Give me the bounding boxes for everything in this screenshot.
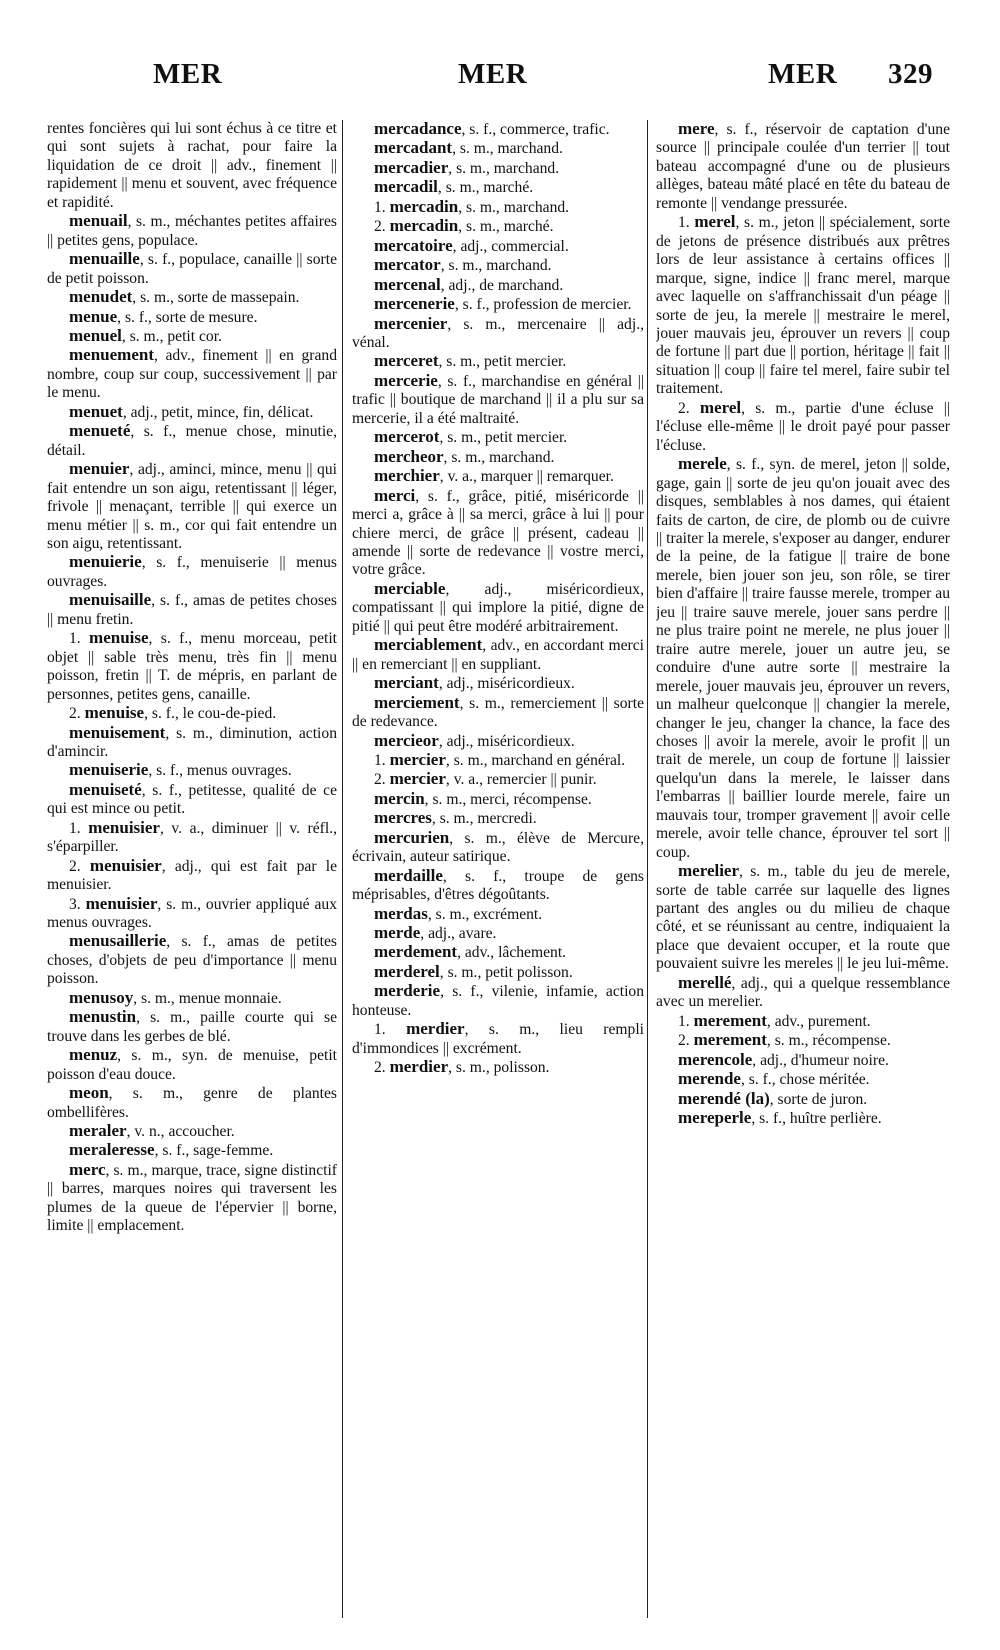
definition: , s. f., syn. de merel, jeton || solde, gage, gain || sorte de jeu qu'on jouait avec des disques, semblables à nos dames, qui étaient faits de carton, de cire, de plomb ou de cuivre || traiter la merele, s'exposer au danger, endurer de la peine, de la fatigue || traire de bone merele, bien jouer son jeu, son rôle, se tirer bien d'affaire || traire fausse merele, tromper au jeu || traire sauve merele, jouer sans perdre || ne plus traire point ne merele, ne plus jouer || traire autre merele, jouer un autre jeu, se conduire d'une autre sorte || mestraire la merele, jouer mauvais jeu, éprouver un revers, un malheur quelconque || changier la merele, changer le jeu, changer la chance, la face des choses || avoir la merele, avoir le profit || un trait de merele, un coup de fortune || laissier quelqu'un dans la merele, le laisser dans l'embarras || baillier lourde merele, faire un mauvais tour, tromper gravement || avoir celle merele, avoir telle chance, éprouver tel sort || coup. [656, 456, 950, 861]
dictionary-entry [352, 732, 644, 751]
definition: , s. m., sorte de massepain. [132, 289, 300, 307]
definition: , s. m., mercredi. [431, 810, 537, 828]
headword: menuier [69, 459, 130, 479]
headword: mercadin [389, 196, 459, 216]
definition: , adj., qui a quelque ressemblance avec un merelier. [656, 974, 950, 1011]
headword: mercenerie [374, 294, 455, 314]
dictionary-entry [47, 288, 337, 307]
dictionary-entry [47, 1141, 337, 1160]
definition: , s. f., le cou-de-pied. [144, 705, 277, 723]
entry-number: 1. [374, 751, 390, 769]
headword: mercadil [374, 177, 438, 197]
headword: merdier [389, 1057, 449, 1077]
definition: , s. m., diminution, action d'amincir. [47, 724, 337, 760]
dictionary-entry [47, 932, 337, 988]
definition: , s. f., menue chose, minutie, détail. [47, 423, 337, 459]
headword: menuisier [89, 855, 162, 875]
column-rule [647, 120, 648, 1618]
dictionary-entry [352, 1020, 644, 1058]
headword: merciement [374, 692, 460, 712]
definition: , s. m., marché. [458, 218, 554, 236]
headword: menuise [84, 703, 145, 723]
dictionary-entry [47, 989, 337, 1008]
entry-number: 1. [374, 1021, 407, 1039]
dictionary-entry [352, 372, 644, 428]
dictionary-entry [47, 857, 337, 895]
definition: , s. f., menus ouvrages. [148, 762, 292, 780]
entry-number: 3. [69, 895, 86, 913]
definition: , s. f., vilenie, infamie, action honteuse. [352, 983, 644, 1019]
dictionary-entry [47, 819, 337, 857]
dictionary-entry [352, 237, 644, 256]
headword: menueté [69, 421, 131, 441]
dictionary-entry [47, 346, 337, 402]
dictionary-entry [352, 276, 644, 295]
headword: merel [699, 397, 742, 417]
dictionary-entry [352, 636, 644, 674]
dictionary-entry [352, 829, 644, 867]
dictionary-entry [47, 761, 337, 780]
dictionary-entry [352, 580, 644, 636]
dictionary-entry [47, 1161, 337, 1236]
definition: , s. m., jeton || spécialement, sorte de jetons de présence distribués aux prêtres lors de leur assistance à certains offices || marque, signe, indice || franc merel, marque avec laquelle on s'affranchissait d'un péage || sorte de jeu, la merele || mestraire le merel, jouer mauvais jeu, éprouver un revers || coup de fortune || part due || portion, héritage || fait || situation || coup || faire tel merel, faire subir tel traitement. [656, 214, 950, 398]
definition: , s. f., populace, canaille || sorte de petit poisson. [47, 251, 337, 287]
dictionary-entry [47, 403, 337, 422]
column-rule [342, 120, 343, 1618]
dictionary-entry [352, 1058, 644, 1077]
headword: merciablement [374, 635, 483, 655]
dictionary-entry [47, 1046, 337, 1084]
definition: , s. m., marchand en général. [445, 751, 626, 769]
definition: , s. f., sorte de mesure. [117, 308, 258, 326]
headword: mercier [389, 749, 446, 769]
headword: meraler [69, 1121, 127, 1141]
dictionary-entry [656, 1031, 950, 1050]
dictionary-entry [352, 198, 644, 217]
dictionary-entry [47, 460, 337, 553]
page-number: 329 [888, 58, 933, 90]
entry-number: 1. [678, 1012, 694, 1030]
headword: menuisier [85, 893, 158, 913]
definition: , s. f., amas de petites choses || menu fretin. [47, 592, 337, 628]
definition: , s. m., marchand. [452, 140, 563, 158]
running-head-center: MER [458, 58, 528, 90]
definition: , adv., lâchement. [457, 944, 567, 962]
headword: merende [678, 1069, 741, 1089]
headword: mere [678, 120, 715, 138]
headword: mercenier [374, 313, 448, 333]
running-head-right: MER [768, 58, 838, 90]
dictionary-entry [47, 704, 337, 723]
dictionary-entry [656, 862, 950, 974]
dictionary-entry [352, 982, 644, 1020]
dictionary-entry [352, 467, 644, 486]
headword: merencole [678, 1049, 753, 1069]
definition: , s. f., marchandise en général || trafic || boutique de marchand || il a plu sur sa mercerie, il a été maltraité. [352, 372, 644, 427]
headword: meraleresse [69, 1140, 155, 1160]
definition: , s. m., méchantes petites affaires || petites gens, populace. [47, 213, 337, 249]
headword: merc [69, 1159, 106, 1179]
definition: , v. a., diminuer || v. réfl., s'éparpiller. [47, 819, 337, 856]
headword: menuet [69, 401, 123, 421]
definition: , s. m., petit mercier. [438, 353, 567, 371]
dictionary-entry [352, 256, 644, 275]
dictionary-entry [47, 895, 337, 933]
definition: , s. m., marchand. [440, 257, 552, 275]
dictionary-entry [656, 399, 950, 455]
entry-number: 1. [69, 819, 89, 837]
dictionary-entry [352, 352, 644, 371]
dictionary-entry [47, 212, 337, 250]
headword: mercier [389, 769, 446, 789]
headword: merdement [374, 942, 458, 962]
entry-number: 2. [678, 1032, 694, 1050]
definition: , s. m., petit mercier. [439, 429, 568, 447]
headword: menuail [69, 211, 128, 231]
definition: , s. m., mercenaire || adj., vénal. [352, 315, 644, 351]
headword: merchier [374, 466, 440, 486]
dictionary-column-1 [47, 120, 337, 1620]
definition: , adj., de marchand. [440, 276, 564, 294]
headword: mercadier [374, 157, 449, 177]
headword: merdier [406, 1019, 465, 1039]
headword: menuise [89, 628, 149, 648]
definition: rentes foncières qui lui sont échus à ce titre et qui sont sujets à rachat, pour faire la liquidation de ce droit || adv., finement || rapidement || menu et souvent, avec fréquence et rapidité. [47, 120, 337, 211]
definition: , s. m., marque, trace, signe distinctif || barres, marques noires qui traversent les plumes de la queue de l'épervier || borne, limite || emplacement. [47, 1161, 337, 1235]
dictionary-entry [47, 724, 337, 762]
definition: , adj., miséricordieux. [438, 675, 575, 693]
headword: mercenal [374, 274, 441, 294]
definition: , s. m., remerciement || sorte de redevance. [352, 694, 644, 731]
definition: , s. m., petit cor. [121, 327, 222, 345]
dictionary-entry [47, 591, 337, 629]
headword: merciant [374, 673, 439, 693]
headword: merderel [374, 961, 440, 981]
dictionary-entry [352, 770, 644, 789]
definition: , adj., miséricordieux. [438, 732, 575, 750]
headword: menudet [69, 287, 133, 307]
dictionary-entry [352, 674, 644, 693]
definition: , s. m., merci, récompense. [424, 790, 592, 808]
definition: , s. m., marché. [437, 179, 534, 197]
dictionary-entry [47, 781, 337, 819]
definition: , s. m., polisson. [448, 1059, 550, 1077]
definition: , s. f., menuiserie || menus ouvrages. [47, 554, 337, 590]
headword: mercin [374, 788, 425, 808]
dictionary-entry [656, 213, 950, 399]
headword: menusaillerie [69, 931, 167, 951]
dictionary-entry [352, 905, 644, 924]
headword: merderie [374, 981, 441, 1001]
entry-number: 2. [374, 218, 390, 236]
dictionary-entry [656, 1090, 950, 1109]
entry-number: 1. [69, 630, 90, 648]
definition: , adj., aminci, mince, menu || qui fait entendre un son aigu, retentissant || léger, frivole || menaçant, terrible || qui exerce un menu métier || s. m., cor qui fait entendre un son aigu, retentissant. [47, 461, 337, 552]
dictionary-entry [352, 943, 644, 962]
entry-number: 2. [678, 399, 700, 417]
definition: , adj., commercial. [452, 237, 569, 255]
definition: , v. n., accoucher. [126, 1123, 235, 1141]
headword: merellé [678, 972, 732, 992]
definition: , s. m., menue monnaie. [133, 989, 282, 1007]
dictionary-entry [47, 250, 337, 288]
definition: , v. a., marquer || remarquer. [439, 468, 614, 486]
headword: mercheor [374, 446, 444, 466]
headword: menuisement [69, 722, 166, 742]
dictionary-entry [352, 924, 644, 943]
definition: , adj., d'humeur noire. [752, 1051, 889, 1069]
dictionary-entry [352, 295, 644, 314]
headword: menuel [69, 325, 122, 345]
headword: merel [694, 212, 736, 232]
headword: menuiserie [69, 760, 149, 780]
headword: menuement [69, 345, 154, 365]
headword: meon [69, 1083, 109, 1103]
definition: , s. m., paille courte qui se trouve dans les gerbes de blé. [47, 1009, 337, 1045]
headword: mercurien [374, 827, 450, 847]
headword: mercadin [389, 216, 459, 236]
headword: mercadant [374, 138, 453, 158]
dictionary-entry [352, 963, 644, 982]
definition: , s. f., huître perlière. [751, 1110, 882, 1128]
headword: merele [678, 454, 727, 474]
headword: merci [374, 485, 416, 505]
entry-number: 1. [678, 214, 695, 232]
running-head-left: MER [153, 58, 223, 90]
definition: , v. a., remercier || punir. [445, 771, 597, 789]
definition: , s. m., marchand. [448, 159, 560, 177]
entry-number: 2. [69, 705, 85, 723]
definition: , s. f., petitesse, qualité de ce qui est mince ou petit. [47, 781, 337, 818]
headword: menuaille [69, 249, 140, 269]
headword: merendé (la) [678, 1088, 770, 1108]
dictionary-entry [352, 178, 644, 197]
dictionary-entry [47, 327, 337, 346]
headword: merement [693, 1030, 767, 1050]
dictionary-entry [47, 1008, 337, 1046]
headword: menuierie [69, 552, 142, 572]
headword: mereperle [678, 1108, 752, 1128]
headword: merelier [678, 861, 740, 881]
headword: menustin [69, 1007, 137, 1027]
dictionary-column-3 [656, 120, 950, 1620]
definition: , s. m., petit polisson. [439, 963, 573, 981]
dictionary-entry [352, 217, 644, 236]
dictionary-entry [352, 790, 644, 809]
headword: mercerie [374, 370, 438, 390]
dictionary-entry [352, 809, 644, 828]
dictionary-entry [352, 694, 644, 732]
dictionary-entry [47, 120, 337, 212]
definition: , s. m., table du jeu de merele, sorte de table carrée sur laquelle des lignes partant des angles ou du milieu de chaque côté, et se réunissant au centre, indiquaient la place que devaient occuper, et la route que pouvaient suivre les mereles || le jeu lui-même. [656, 863, 950, 973]
dictionary-entry [352, 487, 644, 580]
headword: mercator [374, 255, 441, 275]
headword: mercerot [374, 427, 440, 447]
headword: merceret [374, 351, 439, 371]
entry-number: 2. [69, 857, 90, 875]
headword: menuisier [88, 817, 160, 837]
headword: merde [374, 923, 421, 943]
dictionary-entry [47, 308, 337, 327]
page-header [0, 58, 1000, 98]
definition: , s. f., troupe de gens méprisables, d'êtres dégoûtants. [352, 867, 644, 904]
headword: menuz [69, 1045, 118, 1065]
dictionary-entry [656, 455, 950, 862]
definition: , s. m., élève de Mercure, écrivain, auteur satirique. [352, 829, 644, 866]
headword: menuisaille [69, 590, 152, 610]
dictionary-entry [656, 1109, 950, 1128]
definition: , s. f., profession de mercier. [454, 296, 632, 314]
definition: , adj., petit, mince, fin, délicat. [122, 403, 314, 421]
dictionary-column-2 [352, 120, 644, 1620]
entry-number: 2. [374, 771, 390, 789]
definition: , s. m., récompense. [766, 1032, 891, 1050]
definition: , s. m., ouvrier appliqué aux menus ouvrages. [47, 895, 337, 932]
dictionary-entry [352, 159, 644, 178]
dictionary-entry [656, 974, 950, 1012]
dictionary-entry [47, 629, 337, 704]
dictionary-entry [352, 448, 644, 467]
definition: , s. m., marchand. [443, 448, 555, 466]
definition: , s. f., commerce, trafic. [461, 121, 610, 138]
definition: , s. f., réservoir de captation d'une source || principale coulée d'un terrier || tout bateau accompagné d'une ou de plusieurs allèges, bateau mâté placé en tête du bateau de remonte || vendange pressurée. [656, 121, 950, 212]
dictionary-entry [47, 553, 337, 591]
definition: , adj., qui est fait par le menuisier. [47, 857, 337, 894]
dictionary-entry [352, 428, 644, 447]
entry-number: 2. [374, 1059, 390, 1077]
entry-number: 1. [374, 198, 390, 216]
definition: , adv., purement. [766, 1012, 871, 1030]
dictionary-entry [352, 315, 644, 353]
headword: merdaille [374, 865, 443, 885]
definition: , s. f., menu morceau, petit objet || sable très menu, très fin || menu poisson, fretin || T. de mépris, en parlant de personnes, petites gens, canaille. [47, 630, 337, 703]
dictionary-entry [47, 422, 337, 460]
definition: , adj., avare. [420, 925, 497, 943]
definition: , s. f., sage-femme. [154, 1142, 274, 1160]
dictionary-entry [656, 120, 950, 213]
dictionary-entry [656, 1070, 950, 1089]
dictionary-entry [47, 1122, 337, 1141]
definition: , s. f., chose méritée. [740, 1071, 870, 1089]
dictionary-entry [656, 1012, 950, 1031]
headword: menue [69, 306, 118, 326]
dictionary-entry [47, 1084, 337, 1122]
headword: merement [693, 1010, 767, 1030]
definition: , s. m., partie d'une écluse || l'écluse elle-même || le droit payé pour passer l'écluse. [656, 399, 950, 454]
definition: , adv., en accordant merci || en remerciant || en suppliant. [352, 637, 644, 673]
definition: , s. m., marchand. [458, 198, 570, 216]
headword: mercres [374, 808, 432, 828]
definition: , adj., miséricordieux, compatissant || qui implore la pitié, digne de pitié || qui peut être modéré arbitrairement. [352, 580, 644, 635]
headword: merdas [374, 903, 428, 923]
definition: , adv., finement || en grand nombre, coup sur coup, successivement || par le menu. [47, 347, 337, 402]
dictionary-entry [352, 139, 644, 158]
definition: , sorte de juron. [769, 1090, 868, 1108]
definition: , s. f., amas de petites choses, d'objets de peu d'importance || menu poisson. [47, 933, 337, 988]
dictionary-entry [656, 1051, 950, 1070]
headword: mercatoire [374, 235, 453, 255]
headword: merciable [374, 578, 446, 598]
headword: menuiseté [69, 779, 142, 799]
definition: , s. m., lieu rempli d'immondices || excrément. [352, 1021, 644, 1057]
definition: , s. f., grâce, pitié, miséricorde || merci a, grâce à || sa merci, grâce à lui || pour chiere merci, de grâce || présent, cadeau || amende || sorte de redevance || vostre merci, votre grâce. [352, 487, 644, 579]
headword: mercadance [374, 120, 462, 138]
headword: menusoy [69, 987, 134, 1007]
definition: , s. m., excrément. [427, 905, 543, 923]
dictionary-entry [352, 751, 644, 770]
dictionary-entry [352, 867, 644, 905]
definition: , s. m., syn. de menuise, petit poisson d'eau douce. [47, 1047, 337, 1083]
definition: , s. m., genre de plantes ombellifères. [47, 1085, 337, 1121]
dictionary-entry [352, 120, 644, 139]
headword: mercieor [374, 730, 439, 750]
